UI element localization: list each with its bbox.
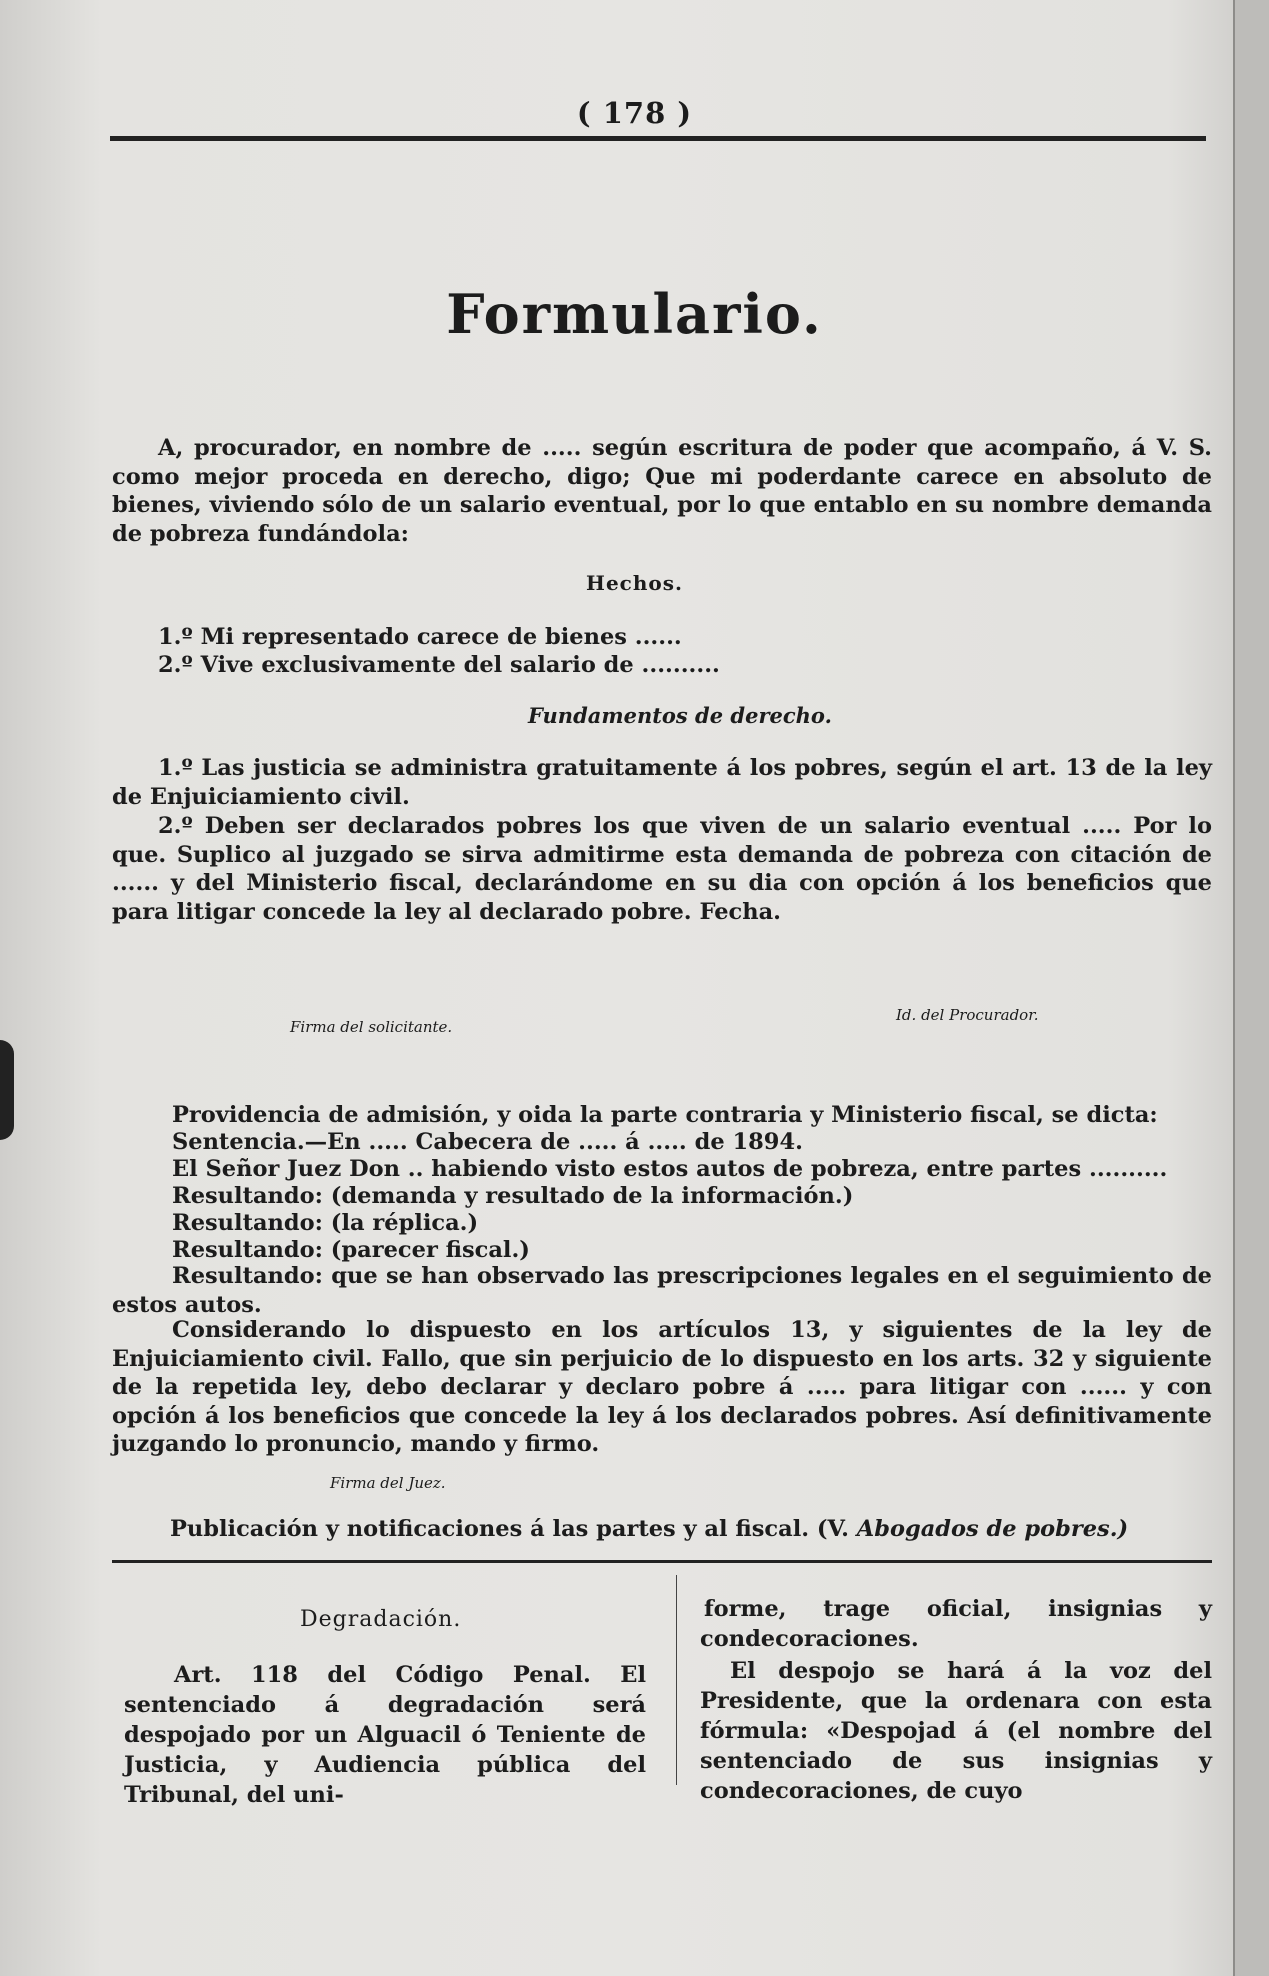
degradacion-heading: Degradación. [300, 1607, 462, 1632]
intro-text: A, procurador, en nombre de ..... según escritura de poder que acompaño, á V. S. como mejor proceda en derecho, digo; Que mi poderdante carece en absoluto de bienes, viviendo sólo de un salario eventual, por lo que entablo en su nombre demanda de pobreza fundándola: [112, 435, 1212, 547]
degradacion-right-top [700, 1594, 1212, 1654]
sentencia-line: Sentencia.—En ..... Cabecera de ..... á ..... de 1894. [172, 1129, 803, 1155]
signature-solicitante: Firma del solicitante. [290, 1018, 453, 1036]
degradacion-left-text: Art. 118 del Código Penal. El sentenciado á degradación será despojado por un Alguacil ó Teniente de Justicia, y Audiencia pública del Tribunal, del uni- [124, 1662, 646, 1808]
resultando-4 [112, 1262, 1212, 1319]
degradacion-left-column [124, 1660, 646, 1810]
section-rule [112, 1560, 1212, 1563]
fundamentos-item-2 [112, 812, 1212, 926]
resultando-1: Resultando: (demanda y resultado de la información.) [172, 1183, 854, 1209]
column-divider [676, 1575, 677, 1785]
page-number: ( 178 ) [576, 96, 693, 130]
degradacion-right-text-1: forme, trage oficial, insignias y condecoraciones. [700, 1596, 1212, 1652]
fundamentos-item-2-text: 2.º Deben ser declarados pobres los que viven de un salario eventual ..... Por lo que. Suplico al juzgado se sirva admitirme esta demanda de pobreza con citación de ...... y del Ministerio fiscal, declarándome en su dia con opción á los beneficios que para litigar concede la ley al declarado pobre. Fecha. [112, 813, 1212, 925]
publicacion-reference: Abogados de pobres.) [856, 1516, 1129, 1542]
fundamentos-heading: Fundamentos de derecho. [528, 703, 832, 728]
header-rule [110, 136, 1206, 141]
hechos-heading: Hechos. [586, 571, 683, 595]
hechos-item-1: 1.º Mi representado carece de bienes ...... [158, 624, 682, 650]
binding-shadow [0, 1040, 14, 1140]
juez-line: El Señor Juez Don .. habiendo visto estos autos de pobreza, entre partes .......... [172, 1156, 1168, 1182]
considerando-text: Considerando lo dispuesto en los artículos 13, y siguientes de la ley de Enjuiciamiento civil. Fallo, que sin perjuicio de lo dispuesto en los arts. 32 y siguiente de la repetida ley, debo declarar y declaro pobre á ..... para litigar con ...... y con opción á los beneficios que concede la ley á los declarados pobres. Así definitivamente juzgando lo pronuncio, mando y firmo. [112, 1317, 1212, 1457]
providencia-line: Providencia de admisión, y oida la parte contraria y Ministerio fiscal, se dicta: [172, 1102, 1158, 1128]
intro-paragraph [112, 434, 1212, 548]
degradacion-right-bottom [700, 1656, 1212, 1806]
resultando-2: Resultando: (la réplica.) [172, 1210, 479, 1236]
page-title: Formulario. [446, 282, 823, 346]
degradacion-right-text-2: El despojo se hará á la voz del Presidente, que la ordenara con esta fórmula: «Despojad á (el nombre del sentenciado de sus insignias y condecoraciones, de cuyo [700, 1658, 1212, 1804]
publicacion-text: Publicación y notificaciones á las partes y al fiscal. (V. [170, 1516, 849, 1542]
resultando-3: Resultando: (parecer fiscal.) [172, 1237, 530, 1263]
fundamentos-item-1-text: 1.º Las justicia se administra gratuitamente á los pobres, según el art. 13 de la ley de Enjuiciamiento civil. [112, 755, 1212, 810]
resultando-4-text: Resultando: que se han observado las prescripciones legales en el seguimiento de estos autos. [112, 1263, 1212, 1318]
hechos-item-2: 2.º Vive exclusivamente del salario de .......... [158, 652, 720, 678]
fundamentos-item-1 [112, 754, 1212, 811]
considerando-paragraph [112, 1316, 1212, 1459]
signature-juez: Firma del Juez. [330, 1474, 446, 1492]
signature-procurador: Id. del Procurador. [896, 1006, 1039, 1024]
publicacion-line [170, 1516, 1128, 1543]
